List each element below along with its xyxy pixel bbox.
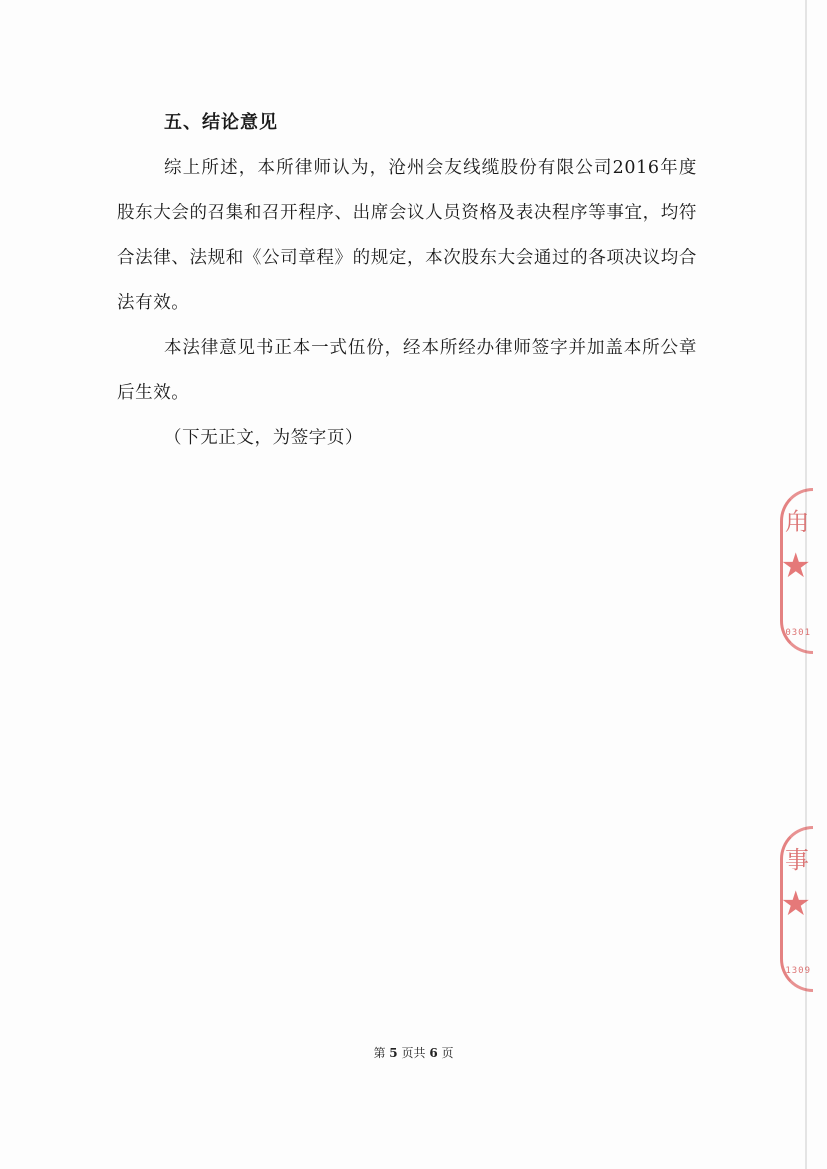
star-icon: ★ <box>780 884 811 924</box>
official-seal-fragment-top <box>777 488 813 658</box>
seal-character: 事 <box>785 846 809 874</box>
seal-number: 0301 <box>785 628 811 638</box>
no-text-note: （下无正文，为签字页） <box>164 428 364 448</box>
document-body <box>117 100 697 461</box>
footer-prefix: 第 <box>373 1046 386 1060</box>
conclusion-paragraph: 综上所述，本所律师认为，沧州会友线缆股份有限公司2016年度股东大会的召集和召开程序、出席会议人员资格及表决程序等事宜，均符合法律、法规和《公司章程》的规定，本次股东大会通过的各项决议均合法有效。 <box>117 158 697 313</box>
validity-paragraph: 本法律意见书正本一式伍份，经本所经办律师签字并加盖本所公章后生效。 <box>117 338 697 403</box>
seal-character: 甪 <box>785 508 809 536</box>
section-heading: 五、结论意见 <box>164 112 278 133</box>
seal-number: 1309 <box>785 966 811 976</box>
footer-middle: 页共 <box>401 1046 426 1060</box>
footer-suffix: 页 <box>441 1046 454 1060</box>
current-page-number: 5 <box>389 1046 398 1060</box>
total-pages-number: 6 <box>429 1046 438 1060</box>
official-seal-fragment-bottom <box>777 826 813 996</box>
star-icon: ★ <box>780 546 811 586</box>
page-footer <box>0 1044 827 1061</box>
